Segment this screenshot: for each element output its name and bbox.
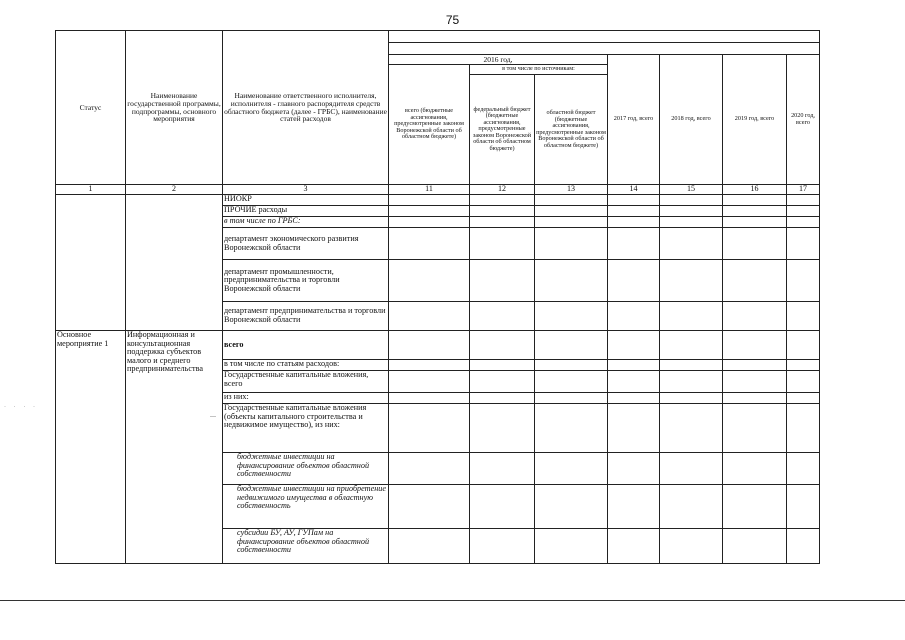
row-label: в том числе по статьям расходов: — [223, 360, 389, 371]
header-2018: 2018 год, всего — [660, 55, 723, 185]
col-num-13: 13 — [535, 185, 608, 195]
header-program: Наименование государственной программы, подпрограммы, основного мероприятия — [126, 31, 223, 185]
row-label: ПРОЧИЕ расходы — [223, 206, 389, 217]
row-label: бюджетные инвестиции на приобретение недвижимого имущества в областную собственность — [223, 485, 389, 529]
row-label: департамент промышленности, предпринимательства и торговли Воронежской области — [223, 260, 389, 302]
header-federal: федеральный бюджет (бюджетные ассигнования, предусмотренные законом Воронежской области об областном бюджете) — [470, 75, 535, 185]
row-label: департамент экономического развития Воронежской области — [223, 228, 389, 260]
header-status: Статус — [56, 31, 126, 185]
row-label: НИОКР — [223, 195, 389, 206]
row-label: субсидии БУ, АУ, ГУПам на финансирование объектов областной собственности — [223, 529, 389, 564]
header-total: всего (бюджетные ассигнования, предусмотренные законом Воронежской области об областном бюджете) — [389, 65, 470, 185]
header-sources: в том числе по источникам: — [470, 65, 608, 75]
header-blank-1 — [389, 31, 820, 43]
header-2019: 2019 год, всего — [723, 55, 787, 185]
status-cell-empty — [56, 195, 126, 331]
stray-marks: · · · · — [4, 404, 38, 410]
row-label: Государственные капитальные вложения (объекты капитального строительства и недвижимое имущество), из них: — [223, 404, 389, 453]
col-num-16: 16 — [723, 185, 787, 195]
header-executor: Наименование ответственного исполнителя, исполнителя - главного распорядителя средств областного бюджета (далее - ГРБС), наименование статей расходов — [223, 31, 389, 185]
row-label: департамент предпринимательства и торговли Воронежской области — [223, 302, 389, 331]
col-num-14: 14 — [608, 185, 660, 195]
col-num-11: 11 — [389, 185, 470, 195]
col-num-1: 1 — [56, 185, 126, 195]
program-cell-empty — [126, 195, 223, 331]
row-label: из них: — [223, 393, 389, 404]
row-label: всего — [223, 331, 389, 360]
row-label: бюджетные инвестиции на финансирование объектов областной собственности — [223, 453, 389, 485]
header-year-2016: 2016 год, — [389, 55, 608, 65]
header-2017: 2017 год, всего — [608, 55, 660, 185]
page-bottom-rule — [0, 600, 905, 601]
row-label: Государственные капитальные вложения, всего — [223, 371, 389, 393]
status-main-activity: Основное мероприятие 1 — [56, 331, 126, 564]
col-num-12: 12 — [470, 185, 535, 195]
header-2020: 2020 год, всего — [787, 55, 820, 185]
row-label: в том числе по ГРБС: — [223, 217, 389, 228]
col-num-3: 3 — [223, 185, 389, 195]
budget-table — [55, 30, 820, 564]
col-num-17: 17 — [787, 185, 820, 195]
program-main-activity: Информационная и консультационная поддержка субъектов малого и среднего предпринимательства — [126, 331, 223, 564]
stray-dash: — — [210, 414, 216, 420]
col-num-15: 15 — [660, 185, 723, 195]
header-regional: областной бюджет (бюджетные ассигнования, предусмотренные законом Воронежской области об областном бюджете) — [535, 75, 608, 185]
header-blank-2 — [389, 43, 820, 55]
col-num-2: 2 — [126, 185, 223, 195]
page-number: 75 — [445, 13, 460, 27]
